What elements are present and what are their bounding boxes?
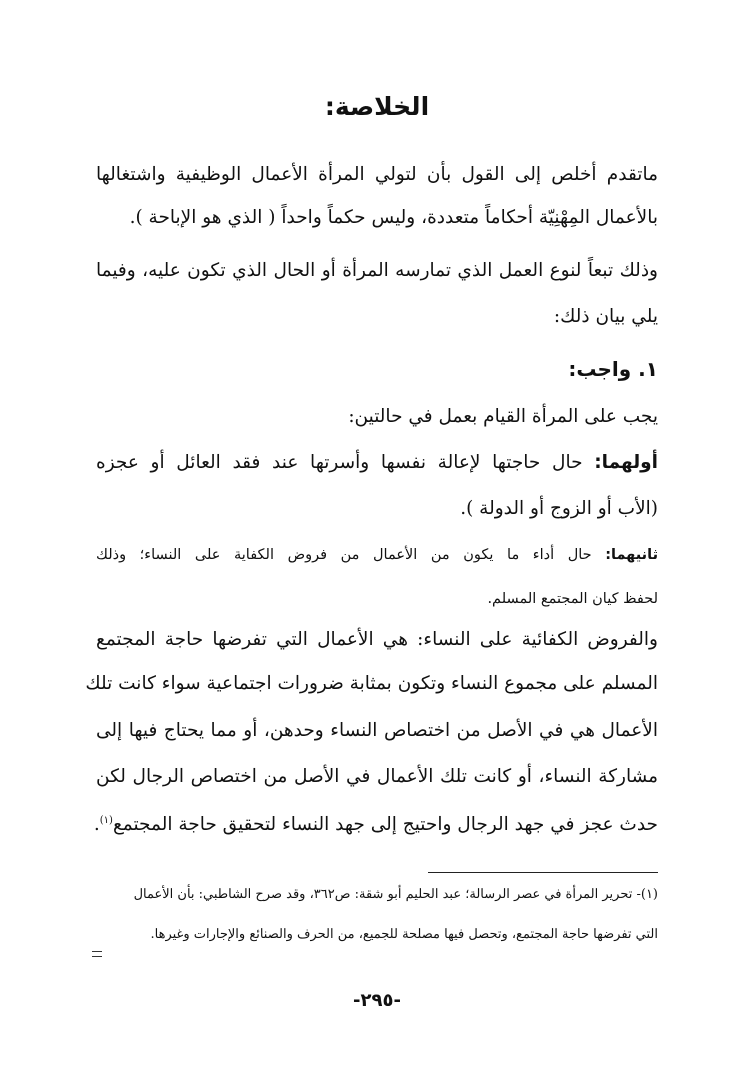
paragraph-line: مشاركة النساء، أو كانت تلك الأعمال في الأصل من اختصاص الرجال لكن bbox=[96, 766, 658, 787]
final-period: . bbox=[93, 814, 100, 836]
paragraph-line: المسلم على مجموع النساء وتكون بمثابة ضرورات اجتماعية سواء كانت تلك bbox=[85, 673, 658, 694]
footnote-divider bbox=[428, 872, 658, 873]
paragraph-line: لحفظ كيان المجتمع المسلم. bbox=[487, 591, 658, 607]
paragraph-line bbox=[93, 806, 658, 840]
paragraph-line: ماتقدم أخلص إلى القول بأن لتولي المرأة الأعمال الوظيفية واشتغالها bbox=[96, 164, 658, 185]
first-case-label: أولهما: bbox=[594, 452, 658, 473]
paragraph-line: وذلك تبعاً لنوع العمل الذي تمارسه المرأة أو الحال الذي تكون عليه، وفيما bbox=[96, 260, 658, 281]
footnote-end-mark bbox=[92, 951, 102, 957]
paragraph-line: (الأب أو الزوج أو الدولة ). bbox=[460, 498, 658, 519]
footnote-reference: (١) bbox=[99, 815, 113, 826]
paragraph-line: الأعمال هي في الأصل من اختصاص النساء وحدهن، أو مما يحتاج فيها إلى bbox=[96, 720, 658, 741]
second-case-text: حال أداء ما يكون من الأعمال من فروض الكفاية على النساء؛ وذلك bbox=[96, 547, 592, 563]
footnote-line: (١)- تحرير المرأة في عصر الرسالة؛ عبد الحليم أبو شقة: ص٣٦٢، وقد صرح الشاطبي: بأن الأعمال bbox=[133, 887, 658, 902]
paragraph-line: يجب على المرأة القيام بعمل في حالتين: bbox=[348, 406, 658, 427]
second-case-line bbox=[96, 540, 658, 570]
first-case-line bbox=[96, 448, 658, 478]
footnote-line: التي تفرضها حاجة المجتمع، وتحصل فيها مصلحة للجميع، من الحرف والصنائع والإجارات وغيرها. bbox=[150, 927, 658, 942]
paragraph-line: يلي بيان ذلك: bbox=[553, 306, 658, 327]
page-title: الخلاصة: bbox=[324, 92, 430, 121]
paragraph-line: بالأعمال المِهْنِيّة أحكاماً متعددة، وليس حكماً واحداً ( الذي هو الإباحة ). bbox=[129, 207, 658, 228]
first-case-text: حال حاجتها لإعالة نفسها وأسرتها عند فقد العائل أو عجزه bbox=[96, 452, 583, 473]
second-case-label: ثانيهما: bbox=[605, 547, 659, 563]
paragraph-text: حدث عجز في جهد الرجال واحتيج إلى جهد النساء لتحقيق حاجة المجتمع bbox=[112, 814, 658, 836]
paragraph-line: والفروض الكفائية على النساء: هي الأعمال التي تفرضها حاجة المجتمع bbox=[96, 629, 658, 650]
page-number: -٢٩٥- bbox=[353, 990, 401, 1011]
section-heading: ١. واجب: bbox=[568, 357, 658, 381]
